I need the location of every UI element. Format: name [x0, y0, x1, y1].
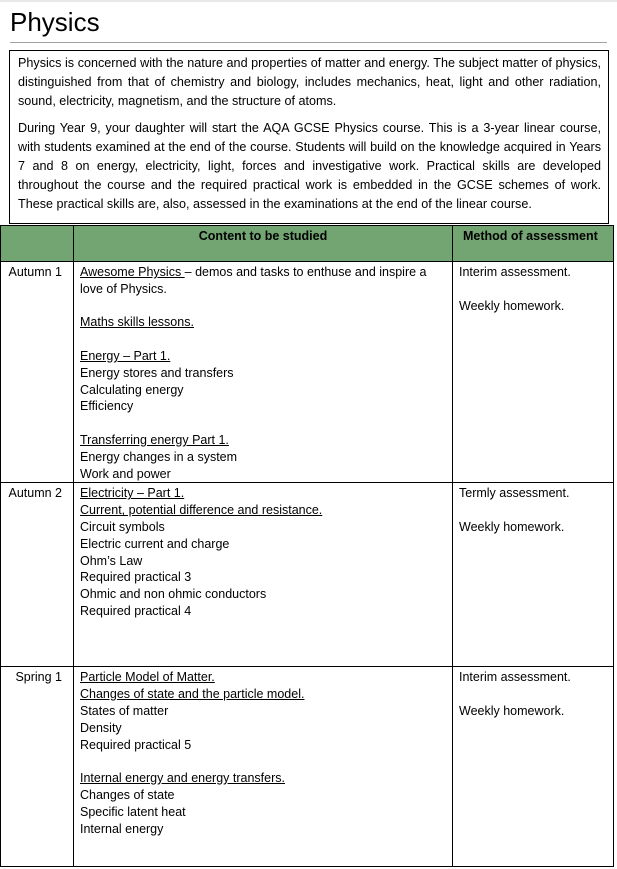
content-line: Required practical 3 [80, 570, 192, 585]
content-line: Ohmic and non ohmic conductors [80, 587, 267, 602]
content-cell [74, 262, 453, 483]
topic-description: – demos and tasks to enthuse and inspire a [184, 265, 427, 279]
term-cell [1, 262, 74, 483]
intro-paragraph-1: Physics is concerned with the nature and properties of matter and energy. The subject matter of physics, distinguished from that of chemistry and biology, includes mechanics, heat, light and other radiation, sound, electricity, magnetism, and the structure of atoms. [18, 56, 601, 108]
content-line: Calculating energy [80, 382, 184, 397]
header-term [1, 226, 74, 262]
content-line: Required practical 4 [80, 603, 192, 618]
content-line: Density [80, 720, 122, 735]
content-line: Efficiency [80, 399, 134, 414]
term-cell [1, 667, 74, 867]
content-cell [74, 667, 453, 867]
topic-heading: Energy – Part 1. [80, 348, 171, 363]
content-line: Circuit symbols [80, 519, 165, 534]
term-label: Autumn 2 [8, 486, 62, 501]
term-label: Spring 1 [15, 670, 62, 685]
content-line: love of Physics. [80, 281, 167, 296]
table-row [1, 667, 614, 867]
method-cell [453, 667, 614, 867]
page-title: Physics [10, 7, 100, 37]
content-cell [74, 483, 453, 667]
term-label: Autumn 1 [8, 265, 62, 279]
method-line: Interim assessment. [459, 265, 571, 279]
table-row [1, 262, 614, 483]
topic-heading: Current, potential difference and resistance. [80, 503, 323, 518]
table-header-row [1, 226, 614, 262]
table-row [1, 483, 614, 667]
method-line: Interim assessment. [459, 670, 571, 685]
content-line: Ohm’s Law [80, 553, 143, 568]
method-cell [453, 483, 614, 667]
topic-heading: Awesome Physics [80, 265, 185, 279]
content-line: Required practical 5 [80, 737, 192, 752]
intro-box [9, 50, 609, 224]
topic-heading: Electricity – Part 1. [80, 486, 185, 501]
method-cell [453, 262, 614, 483]
content-line: Energy changes in a system [80, 449, 238, 464]
intro-paragraph-2: During Year 9, your daughter will start the AQA GCSE Physics course. This is a 3-year linear course, with students examined at the end of the course. Students will build on the knowledge acquired in Years 7 and 8 on energy, electricity, light, forces and investigative work. Practical skills are developed throughout the course and the required practical work is embedded in the GCSE schemes of work. These practical skills are, also, assessed in the examinations at the end of the linear course. [18, 121, 601, 211]
content-line: Changes of state [80, 787, 175, 802]
top-divider [0, 0, 617, 2]
method-line: Weekly homework. [459, 298, 565, 313]
topic-heading: Maths skills lessons. [80, 315, 194, 330]
header-method: Method of assessment [453, 226, 614, 262]
method-line: Weekly homework. [459, 519, 565, 534]
method-line: Weekly homework. [459, 703, 565, 718]
curriculum-table [0, 225, 614, 867]
topic-heading: Internal energy and energy transfers. [80, 771, 285, 786]
content-line: States of matter [80, 703, 169, 718]
term-cell [1, 483, 74, 667]
content-line: Work and power [80, 466, 171, 481]
title-underline [10, 42, 607, 43]
topic-heading: Changes of state and the particle model. [80, 687, 305, 702]
content-line: Specific latent heat [80, 804, 186, 819]
content-line: Internal energy [80, 821, 164, 836]
topic-heading: Particle Model of Matter. [80, 670, 215, 685]
topic-heading: Transferring energy Part 1. [80, 432, 229, 447]
header-content: Content to be studied [74, 226, 453, 262]
method-line: Termly assessment. [459, 486, 570, 501]
content-line: Energy stores and transfers [80, 365, 234, 380]
content-line: Electric current and charge [80, 536, 230, 551]
content-line [80, 264, 448, 281]
